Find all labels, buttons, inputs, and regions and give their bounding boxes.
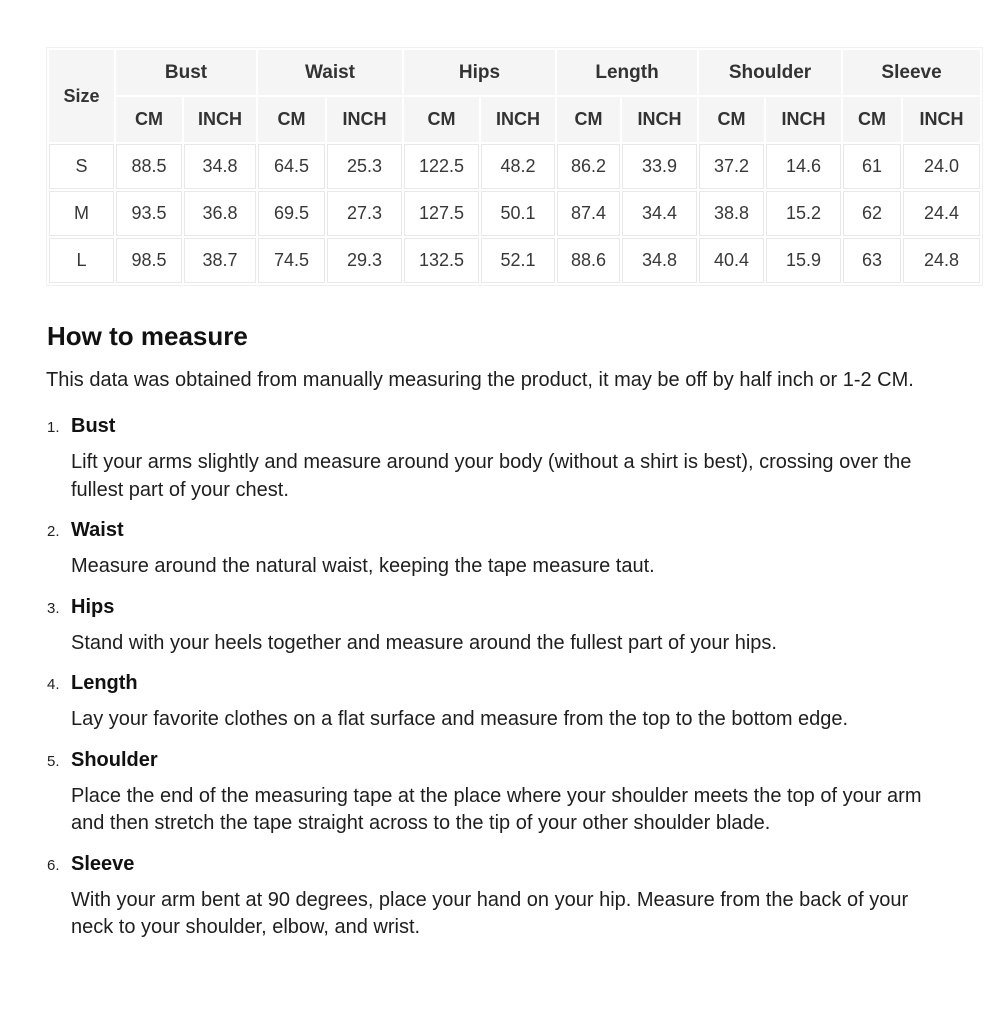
measure-item-bust	[46, 413, 955, 504]
table-row	[49, 191, 980, 236]
item-title: Length	[71, 672, 138, 695]
col-header-sleeve: Sleeve	[843, 50, 980, 95]
value-cell: 52.1	[481, 238, 555, 283]
measure-item-sleeve	[46, 851, 955, 942]
value-cell: 88.6	[557, 238, 620, 283]
col-header-hips: Hips	[404, 50, 555, 95]
value-cell: 37.2	[699, 144, 764, 189]
measure-item-hips	[46, 594, 955, 658]
value-cell: 24.0	[903, 144, 980, 189]
item-number: 6.	[47, 856, 60, 874]
value-cell: 69.5	[258, 191, 325, 236]
measure-item-waist	[46, 517, 955, 581]
value-cell: 15.9	[766, 238, 841, 283]
value-cell: 93.5	[116, 191, 182, 236]
unit-header-cm: CM	[258, 97, 325, 142]
value-cell: 34.8	[184, 144, 256, 189]
item-title: Hips	[71, 595, 115, 618]
intro-text: This data was obtained from manually measuring the product, it may be off by half inch or 1-2 CM.	[46, 369, 914, 392]
unit-header-cm: CM	[557, 97, 620, 142]
size-cell: L	[49, 238, 114, 283]
col-header-size: Size	[49, 50, 114, 142]
col-header-waist: Waist	[258, 50, 402, 95]
value-cell: 24.8	[903, 238, 980, 283]
item-description: Measure around the natural waist, keeping the tape measure taut.	[71, 555, 655, 578]
table-group-header-row	[49, 50, 980, 95]
value-cell: 132.5	[404, 238, 479, 283]
item-title: Bust	[71, 415, 116, 438]
value-cell: 98.5	[116, 238, 182, 283]
value-cell: 50.1	[481, 191, 555, 236]
value-cell: 74.5	[258, 238, 325, 283]
table-row	[49, 144, 980, 189]
unit-header-inch: INCH	[766, 97, 841, 142]
item-number: 1.	[47, 419, 60, 437]
unit-header-inch: INCH	[481, 97, 555, 142]
item-number: 2.	[47, 523, 60, 541]
value-cell: 62	[843, 191, 901, 236]
value-cell: 24.4	[903, 191, 980, 236]
item-title: Shoulder	[71, 748, 158, 771]
size-chart-table	[46, 47, 983, 286]
value-cell: 15.2	[766, 191, 841, 236]
unit-header-inch: INCH	[903, 97, 980, 142]
item-title: Sleeve	[71, 852, 135, 875]
value-cell: 36.8	[184, 191, 256, 236]
item-description: Stand with your heels together and measure around the fullest part of your hips.	[71, 631, 777, 654]
value-cell: 14.6	[766, 144, 841, 189]
value-cell: 87.4	[557, 191, 620, 236]
value-cell: 122.5	[404, 144, 479, 189]
value-cell: 38.8	[699, 191, 764, 236]
how-to-measure-heading: How to measure	[47, 321, 248, 351]
value-cell: 48.2	[481, 144, 555, 189]
value-cell: 64.5	[258, 144, 325, 189]
value-cell: 88.5	[116, 144, 182, 189]
value-cell: 34.4	[622, 191, 697, 236]
col-header-length: Length	[557, 50, 697, 95]
table-unit-header-row	[49, 97, 980, 142]
size-cell: M	[49, 191, 114, 236]
item-description: With your arm bent at 90 degrees, place your hand on your hip. Measure from the back of your neck to your shoulder, elbow, and wrist.	[71, 888, 909, 939]
value-cell: 34.8	[622, 238, 697, 283]
value-cell: 33.9	[622, 144, 697, 189]
item-description: Place the end of the measuring tape at the place where your shoulder meets the top of your arm and then stretch the tape straight across to the tip of your other shoulder blade.	[71, 784, 922, 835]
item-number: 5.	[47, 752, 60, 770]
size-cell: S	[49, 144, 114, 189]
unit-header-inch: INCH	[327, 97, 402, 142]
unit-header-cm: CM	[404, 97, 479, 142]
value-cell: 127.5	[404, 191, 479, 236]
measure-item-length	[46, 670, 955, 734]
item-number: 4.	[47, 676, 60, 694]
item-description: Lift your arms slightly and measure around your body (without a shirt is best), crossing over the fullest part of your chest.	[71, 451, 912, 501]
unit-header-cm: CM	[843, 97, 901, 142]
item-description: Lay your favorite clothes on a flat surface and measure from the top to the bottom edge.	[71, 708, 849, 731]
value-cell: 40.4	[699, 238, 764, 283]
table-row	[49, 238, 980, 283]
value-cell: 63	[843, 238, 901, 283]
col-header-shoulder: Shoulder	[699, 50, 841, 95]
value-cell: 29.3	[327, 238, 402, 283]
item-number: 3.	[47, 599, 60, 617]
value-cell: 25.3	[327, 144, 402, 189]
value-cell: 86.2	[557, 144, 620, 189]
item-title: Waist	[71, 519, 124, 542]
value-cell: 38.7	[184, 238, 256, 283]
col-header-bust: Bust	[116, 50, 256, 95]
value-cell: 27.3	[327, 191, 402, 236]
unit-header-cm: CM	[116, 97, 182, 142]
value-cell: 61	[843, 144, 901, 189]
unit-header-inch: INCH	[184, 97, 256, 142]
measure-instructions-list	[46, 413, 955, 942]
measure-item-shoulder	[46, 747, 955, 838]
unit-header-cm: CM	[699, 97, 764, 142]
unit-header-inch: INCH	[622, 97, 697, 142]
